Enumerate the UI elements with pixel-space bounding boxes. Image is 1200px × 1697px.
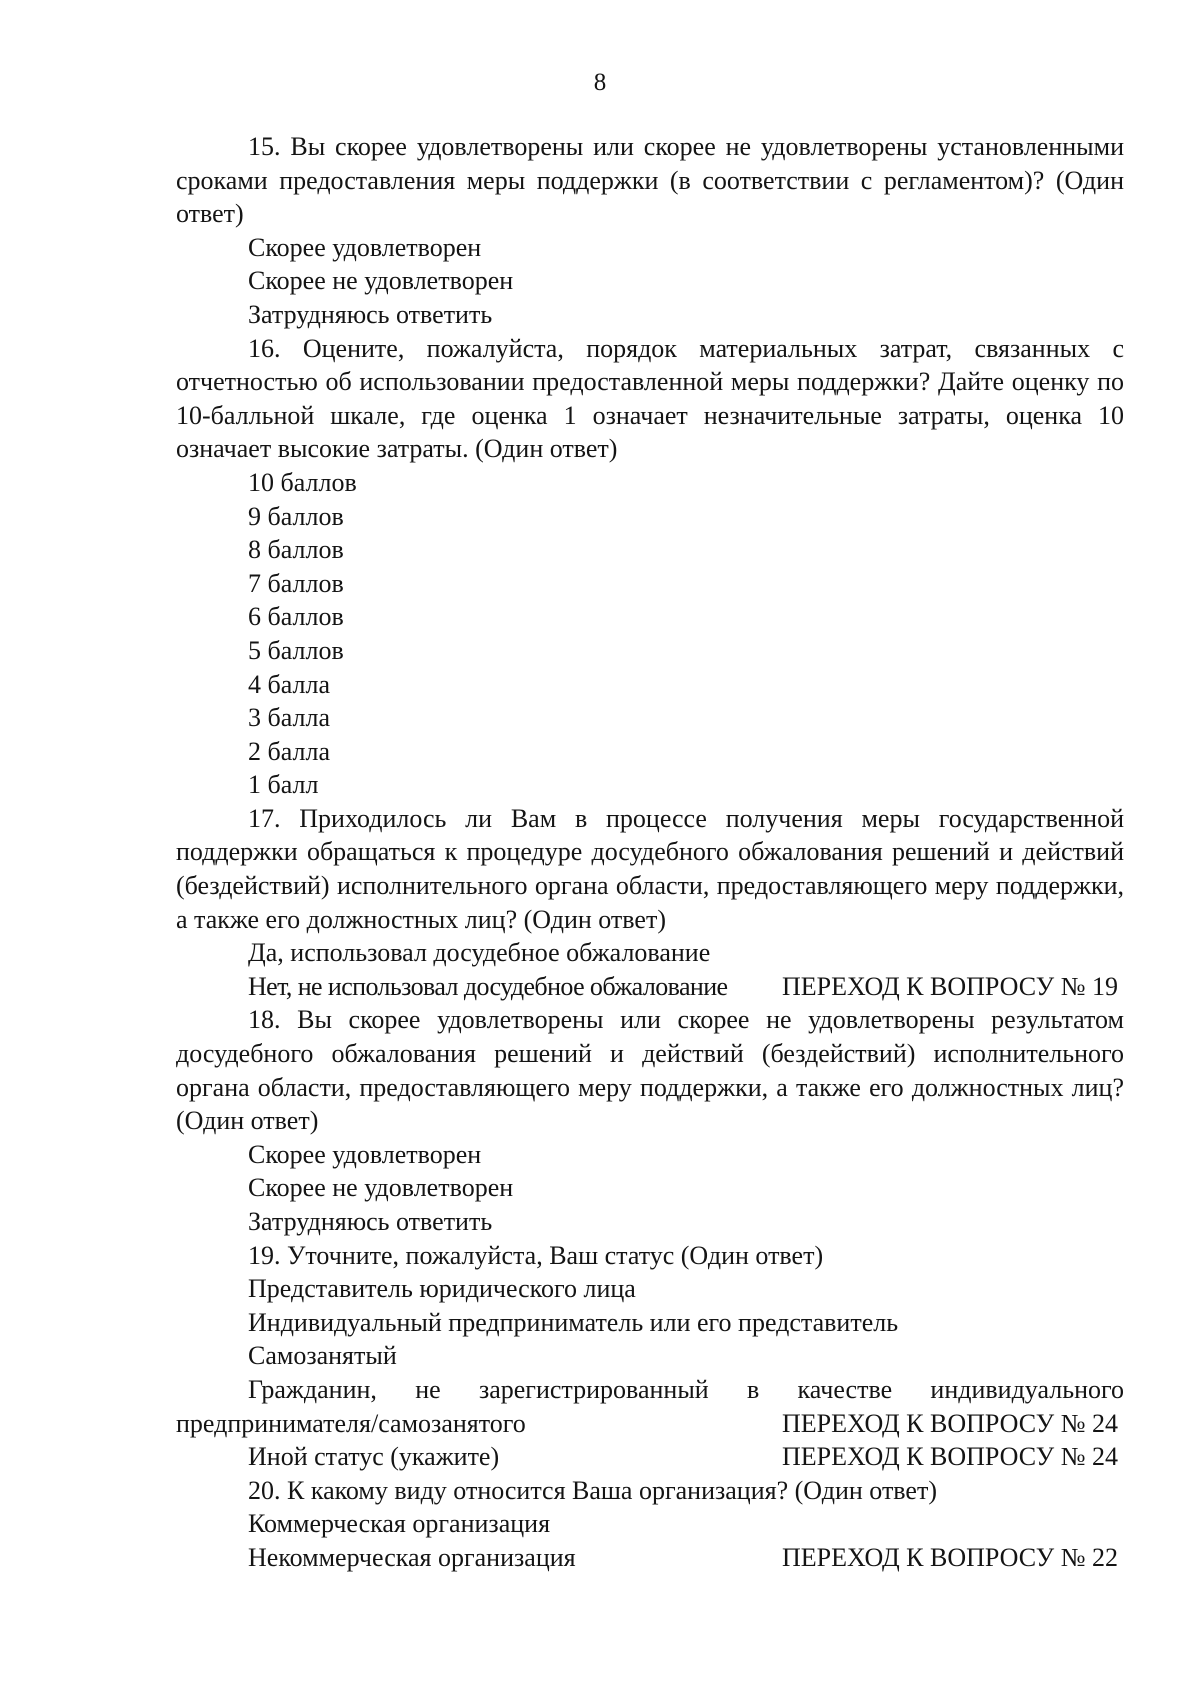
q16-option-6: 6 баллов xyxy=(248,602,344,632)
q20-option-2-jump: ПЕРЕХОД К ВОПРОСУ № 22 xyxy=(782,1542,1118,1572)
q18-option-3: Затрудняюсь ответить xyxy=(248,1207,493,1236)
q17-option-yes: Да, использовал досудебное обжалование xyxy=(248,938,711,968)
q19-option-4-jump: ПЕРЕХОД К ВОПРОСУ № 24 xyxy=(782,1408,1118,1438)
q16-option-5: 5 баллов xyxy=(248,635,344,665)
question-18: 18. Вы скорее удовлетворены или скорее не удовлетворены результатом досудебного обжалования решений и действий (бездействий) исполнительного органа области, предоставляющего меру поддержки, а также его должностных лиц? (Один ответ) xyxy=(176,1005,1124,1136)
q17-option-no-jump: ПЕРЕХОД К ВОПРОСУ № 19 xyxy=(782,971,1118,1001)
q19-option-4-line1: Гражданин, не зарегистрированный в качестве индивидуального xyxy=(248,1374,1124,1404)
q18-option-2: Скорее не удовлетворен xyxy=(248,1173,514,1203)
page-number: 8 xyxy=(593,69,607,96)
q19-option-3: Самозанятый xyxy=(248,1341,397,1371)
q15-option-3: Затрудняюсь ответить xyxy=(248,299,493,329)
q16-option-1: 1 балл xyxy=(248,770,319,800)
q16-option-9: 9 баллов xyxy=(248,501,344,531)
q16-option-8: 8 баллов xyxy=(248,535,344,565)
question-19: 19. Уточните, пожалуйста, Ваш статус (Один ответ) xyxy=(248,1240,824,1270)
q16-option-4: 4 балла xyxy=(248,669,330,699)
q16-option-10: 10 баллов xyxy=(248,467,357,497)
q16-option-7: 7 баллов xyxy=(248,568,344,598)
q19-option-1: Представитель юридического лица xyxy=(248,1274,636,1304)
q20-option-2: Некоммерческая организация xyxy=(248,1542,576,1572)
q19-option-4-line2: предпринимателя/самозанятого xyxy=(176,1408,526,1438)
q17-option-no-row xyxy=(176,970,1124,1004)
questionnaire-content xyxy=(176,130,1124,1575)
q15-option-1: Скорее удовлетворен xyxy=(248,232,482,262)
q16-option-2: 2 балла xyxy=(248,736,330,766)
question-16: 16. Оцените, пожалуйста, порядок материальных затрат, связанных с отчетностью об использовании предоставленной меры поддержки? Дайте оценку по 10-балльной шкале, где оценка 1 означает незначительные затраты, оценка 10 означает высокие затраты. (Один ответ) xyxy=(176,333,1124,464)
q19-option-5-jump: ПЕРЕХОД К ВОПРОСУ № 24 xyxy=(782,1442,1118,1472)
question-20: 20. К какому виду относится Ваша организация? (Один ответ) xyxy=(248,1475,937,1505)
q19-option-2: Индивидуальный предприниматель или его представитель xyxy=(248,1307,899,1337)
q19-option-4-row xyxy=(176,1407,1124,1441)
q17-option-no: Нет, не использовал досудебное обжалование xyxy=(248,971,728,1001)
q15-option-2: Скорее не удовлетворен xyxy=(248,266,514,296)
q16-option-3: 3 балла xyxy=(248,703,330,733)
q18-option-1: Скорее удовлетворен xyxy=(248,1139,482,1169)
q20-option-1: Коммерческая организация xyxy=(248,1509,551,1539)
question-17: 17. Приходилось ли Вам в процессе получения меры государственной поддержки обращаться к процедуре досудебного обжалования решений и действий (бездействий) исполнительного органа области, предоставляющего меру поддержки, а также его должностных лиц? (Один ответ) xyxy=(176,803,1124,934)
q20-option-2-row xyxy=(176,1541,1124,1575)
q19-option-5-row xyxy=(176,1440,1124,1474)
question-15: 15. Вы скорее удовлетворены или скорее не удовлетворены установленными сроками предоставления меры поддержки (в соответствии с регламентом)? (Один ответ) xyxy=(176,132,1124,229)
q19-option-5: Иной статус (укажите) xyxy=(248,1442,500,1472)
